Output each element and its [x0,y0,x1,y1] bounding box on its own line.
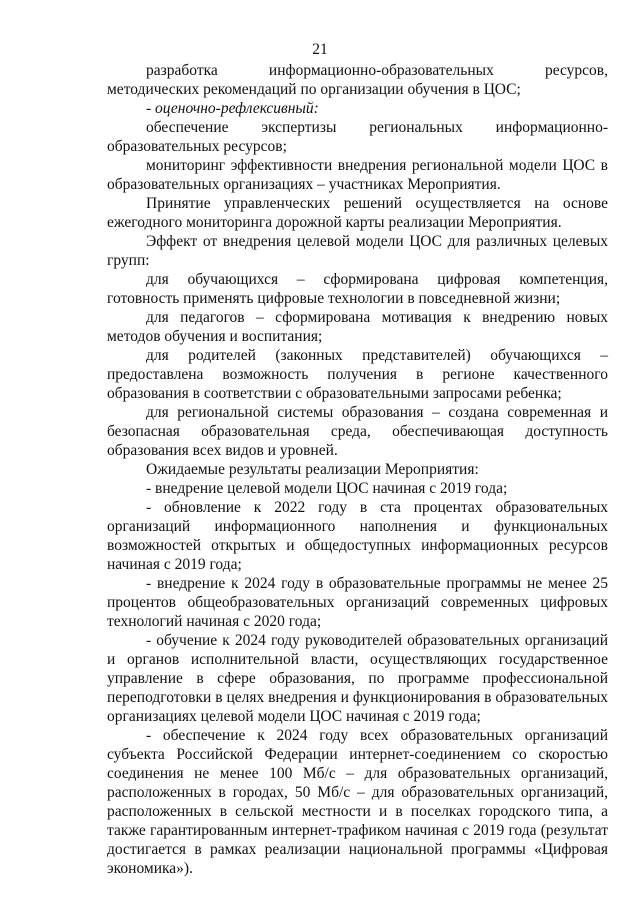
paragraph: для региональной системы образования – создана современная и безопасная образовательная среда, обеспечивающая доступность образования всех видов и уровней. [107,404,608,459]
list-item: - обеспечение к 2024 году всех образовательных организаций субъекта Российской Федерации интернет-соединением со скоростью соединения не менее 100 Мб/с – для образовательных организаций, расположенных в городах, 50 Мб/с – для образовательных организаций, расположенных в сельской местности и в поселках городского типа, а также гарантированным интернет-трафиком начиная с 2019 года (результат достигается в рамках реализации национальной программы «Цифровая экономика»). [107,727,608,877]
paragraph: мониторинг эффективности внедрения региональной модели ЦОС в образовательных организациях – участниках Мероприятия. [107,157,608,193]
section-subheading [107,99,608,118]
paragraph: Принятие управленческих решений осуществляется на основе ежегодного мониторинга дорожной карты реализации Мероприятия. [107,195,608,231]
paragraph: для родителей (законных представителей) обучающихся – предоставлена возможность получения в регионе качественного образования в соответствии с образовательными запросами ребенка; [107,347,608,402]
document-body [107,61,608,878]
paragraph: Эффект от внедрения целевой модели ЦОС для различных целевых групп: [107,233,608,269]
list-item: - внедрение целевой модели ЦОС начиная с 2019 года; [146,480,508,497]
paragraph: обеспечение экспертизы региональных информационно-образовательных ресурсов; [107,119,608,155]
list-item: - обучение к 2024 году руководителей образовательных организаций и органов исполнительной власти, осуществляющих государственное управление в сфере образования, по программе профессиональной переподготовки в целях внедрения и функционирования в образовательных организациях целевой модели ЦОС начиная с 2019 года; [107,632,608,725]
paragraph: Ожидаемые результаты реализации Мероприятия: [146,461,479,478]
paragraph: для педагогов – сформирована мотивация к внедрению новых методов обучения и воспитания; [107,309,608,345]
list-item: - внедрение к 2024 году в образовательные программы не менее 25 процентов общеобразовательных организаций современных цифровых технологий начиная с 2020 года; [107,575,608,630]
paragraph: для обучающихся – сформирована цифровая компетенция, готовность применять цифровые технологии в повседневной жизни; [107,271,608,307]
subheading-text: - оценочно-рефлексивный: [146,100,319,117]
page-number: 21 [312,41,328,58]
list-item: - обновление к 2022 году в ста процентах образовательных организаций информационного наполнения и функциональных возможностей открытых и общедоступных информационных ресурсов начиная с 2019 года; [107,499,608,573]
paragraph: разработка информационно-образовательных ресурсов, методических рекомендаций по организации обучения в ЦОС; [107,62,608,98]
